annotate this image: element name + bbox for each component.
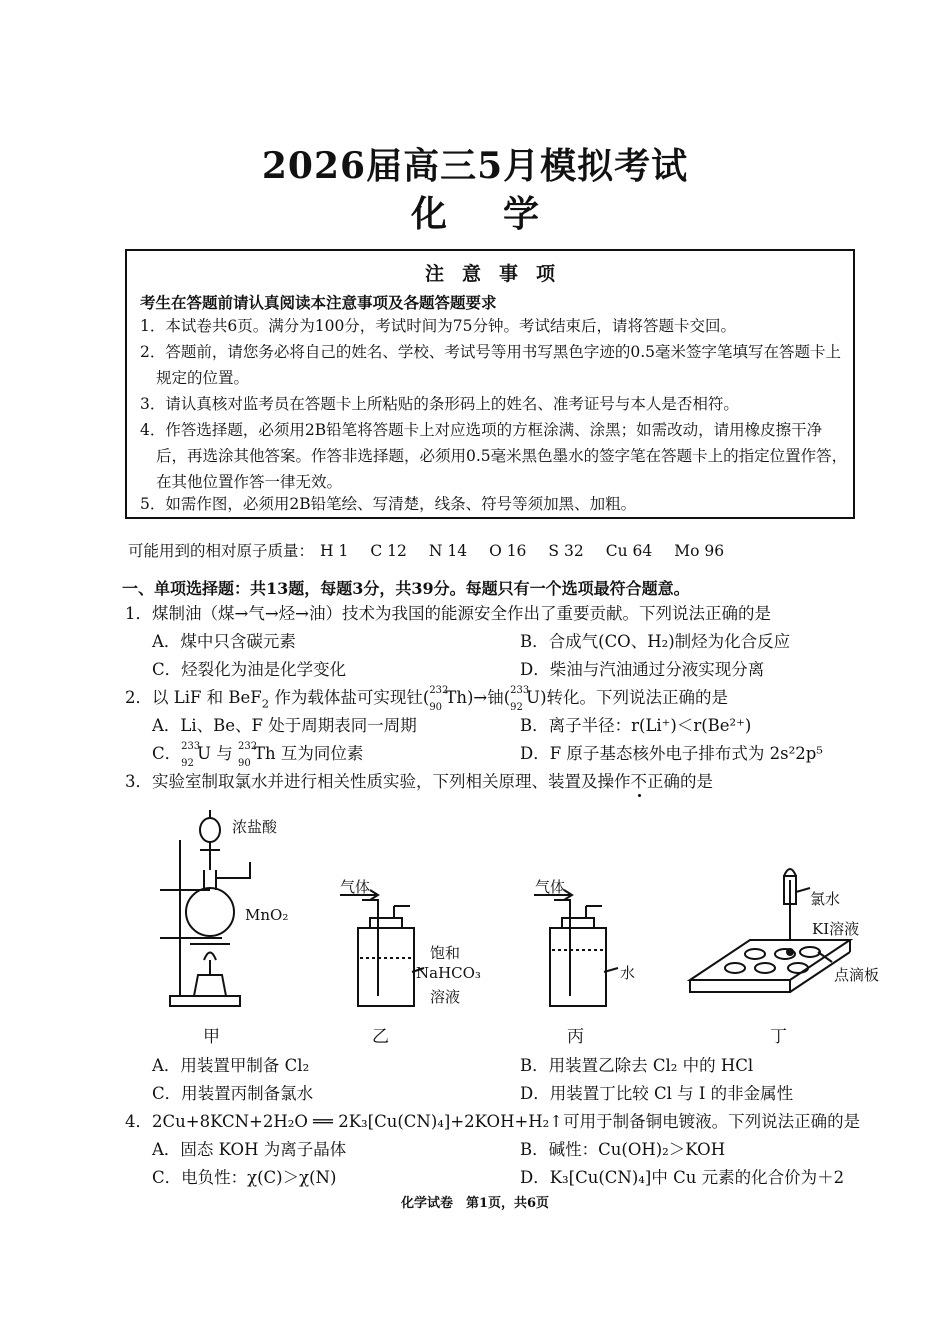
atomic-mass-s: S 32 bbox=[548, 542, 584, 560]
notice-title: 注意事项 bbox=[424, 263, 573, 285]
q2-option-a: A．Li、Be、F 处于周期表同一周期 bbox=[152, 716, 417, 735]
label-apparatus-ding: 丁 bbox=[770, 1027, 787, 1047]
label-ki-solution: KI溶液 bbox=[812, 920, 860, 938]
atomic-mass-c: C 12 bbox=[370, 542, 407, 560]
q4-stem: 4．2Cu+8KCN+2H₂O ══ 2K₃[Cu(CN)₄]+2KOH+H₂↑可用于制备铜电镀液。下列说法正确的是 bbox=[125, 1112, 861, 1131]
q3-stem: 3．实验室制取氯水并进行相关性质实验，下列相关原理、装置及操作不正确的是 bbox=[125, 772, 713, 791]
wash-bottle-yi bbox=[358, 928, 414, 1006]
stand-base bbox=[170, 996, 240, 1006]
notice-item-1: 1．本试卷共6页。满分为100分，考试时间为75分钟。考试结束后，请将答题卡交回。 bbox=[140, 317, 737, 335]
exam-title: 2026届高三5月模拟考试 bbox=[261, 145, 689, 187]
label-nahco3: NaHCO₃ bbox=[416, 964, 481, 982]
atomic-mass-mo: Mo 96 bbox=[674, 542, 725, 560]
apparatus-diagram bbox=[150, 800, 880, 1050]
q1-stem: 1．煤制油（煤→气→烃→油）技术为我国的能源安全作出了重要贡献。下列说法正确的是 bbox=[125, 604, 771, 623]
q2-option-c: C． 233 92 U 与 232 90 Th 互为同位素 bbox=[152, 741, 364, 769]
notice-item-3: 3．请认真核对监考员在答题卡上所粘贴的条形码上的姓名、准考证号与本人是否相符。 bbox=[140, 395, 739, 413]
isotope-u233-c: 233 92 U bbox=[181, 741, 212, 769]
label-gas-2: 气体 bbox=[535, 878, 566, 896]
notice-subtitle: 考生在答题前请认真阅读本注意事项及各题答题要求 bbox=[140, 293, 497, 312]
isotope-th232: 232 90 Th bbox=[429, 685, 467, 713]
notice-item-5: 5．如需作图，必须用2B铅笔绘、写清楚，线条、符号等须加黑、加粗。 bbox=[140, 495, 637, 513]
q2-option-d: D．F 原子基态核外电子排布式为 2s²2p⁵ bbox=[520, 744, 823, 763]
label-mno2: MnO₂ bbox=[245, 906, 289, 924]
q4-option-d: D．K₃[Cu(CN)₄]中 Cu 元素的化合价为＋2 bbox=[520, 1168, 845, 1187]
label-solution: 溶液 bbox=[430, 988, 461, 1006]
q1-option-a: A．煤中只含碳元素 bbox=[152, 632, 296, 651]
wash-bottle-bing bbox=[550, 928, 606, 1006]
round-flask bbox=[186, 888, 234, 936]
atomic-mass-n: N 14 bbox=[428, 542, 468, 560]
label-saturated: 饱和 bbox=[430, 944, 461, 962]
q4-option-c: C．电负性：χ(C)＞χ(N) bbox=[152, 1168, 337, 1187]
q2-stem-part-c: →铀 bbox=[473, 688, 504, 707]
q2-stem-part-b: 作为载体盐可实现钍 bbox=[274, 688, 423, 707]
q1-option-b: B．合成气(CO、H₂)制烃为化合反应 bbox=[520, 632, 791, 651]
label-water: 水 bbox=[620, 964, 636, 982]
q2-stem-part-d: 转化。下列说法正确的是 bbox=[546, 688, 728, 707]
q1-option-c: C．烃裂化为油是化学变化 bbox=[152, 660, 347, 679]
isotope-u233: 233 92 U bbox=[510, 685, 541, 713]
label-spot-plate: 点滴板 bbox=[834, 966, 880, 984]
q2-stem-part-a: 2．以 LiF 和 BeF bbox=[125, 688, 262, 707]
atomic-mass-o: O 16 bbox=[489, 542, 527, 560]
atomic-mass-h: H 1 bbox=[320, 542, 349, 560]
spot-plate bbox=[690, 940, 850, 980]
q3-option-a: A．用装置甲制备 Cl₂ bbox=[152, 1056, 310, 1075]
label-apparatus-jia: 甲 bbox=[203, 1027, 220, 1047]
label-apparatus-bing: 丙 bbox=[567, 1027, 584, 1047]
label-chlorine-water: 氯水 bbox=[810, 890, 841, 908]
q3-emphasis-not: 不 bbox=[630, 772, 647, 791]
q2-option-b: B．离子半径：r(Li⁺)＜r(Be²⁺) bbox=[520, 716, 752, 735]
alcohol-lamp bbox=[194, 975, 226, 996]
notice-item-4: 4．作答选择题，必须用2B铅笔将答题卡上对应选项的方框涂满、涂黑；如需改动，请用橡皮擦干净后，再选涂其他答案。作答非选择题，必须用0.5毫米黑色墨水的签字笔在答题卡上的指定位置作答，在其他位置作答一律无效。 bbox=[140, 421, 848, 491]
notice-item-2: 2．答题前，请您务必将自己的姓名、学校、考试号等用书写黑色字迹的0.5毫米签字笔填写在答题卡上规定的位置。 bbox=[140, 343, 842, 387]
separatory-funnel bbox=[200, 818, 220, 842]
notice-box bbox=[125, 249, 855, 519]
subject-title: 化学 bbox=[410, 193, 595, 235]
atomic-mass-line bbox=[128, 539, 746, 561]
page-footer: 化学试卷 第1页，共6页 bbox=[400, 1196, 550, 1211]
q3-option-c: C．用装置丙制备氯水 bbox=[152, 1084, 314, 1103]
label-apparatus-yi: 乙 bbox=[372, 1027, 389, 1047]
q4-option-b: B．碱性：Cu(OH)₂＞KOH bbox=[520, 1140, 726, 1159]
q3-option-b: B．用装置乙除去 Cl₂ 中的 HCl bbox=[520, 1056, 754, 1075]
label-conc-hcl: 浓盐酸 bbox=[232, 818, 278, 836]
section-1-title: 一、单项选择题：共13题，每题3分，共39分。每题只有一个选项最符合题意。 bbox=[122, 579, 690, 598]
atomic-mass-label: 可能用到的相对原子质量： bbox=[128, 542, 315, 560]
q2-stem: 2．以 LiF 和 BeF$_2$ 作为载体盐可实现钍( 232 90 Th)→铀( 233 92 U)转化。下列说法正确的是 bbox=[125, 685, 728, 713]
q1-option-d: D．柴油与汽油通过分液实现分离 bbox=[520, 660, 765, 679]
q3-option-d: D．用装置丁比较 Cl 与 I 的非金属性 bbox=[520, 1084, 794, 1103]
q4-option-a: A．固态 KOH 为离子晶体 bbox=[152, 1140, 347, 1159]
label-gas-1: 气体 bbox=[340, 878, 371, 896]
isotope-th232-c: 232 90 Th bbox=[238, 741, 276, 769]
atomic-mass-cu: Cu 64 bbox=[605, 542, 653, 560]
